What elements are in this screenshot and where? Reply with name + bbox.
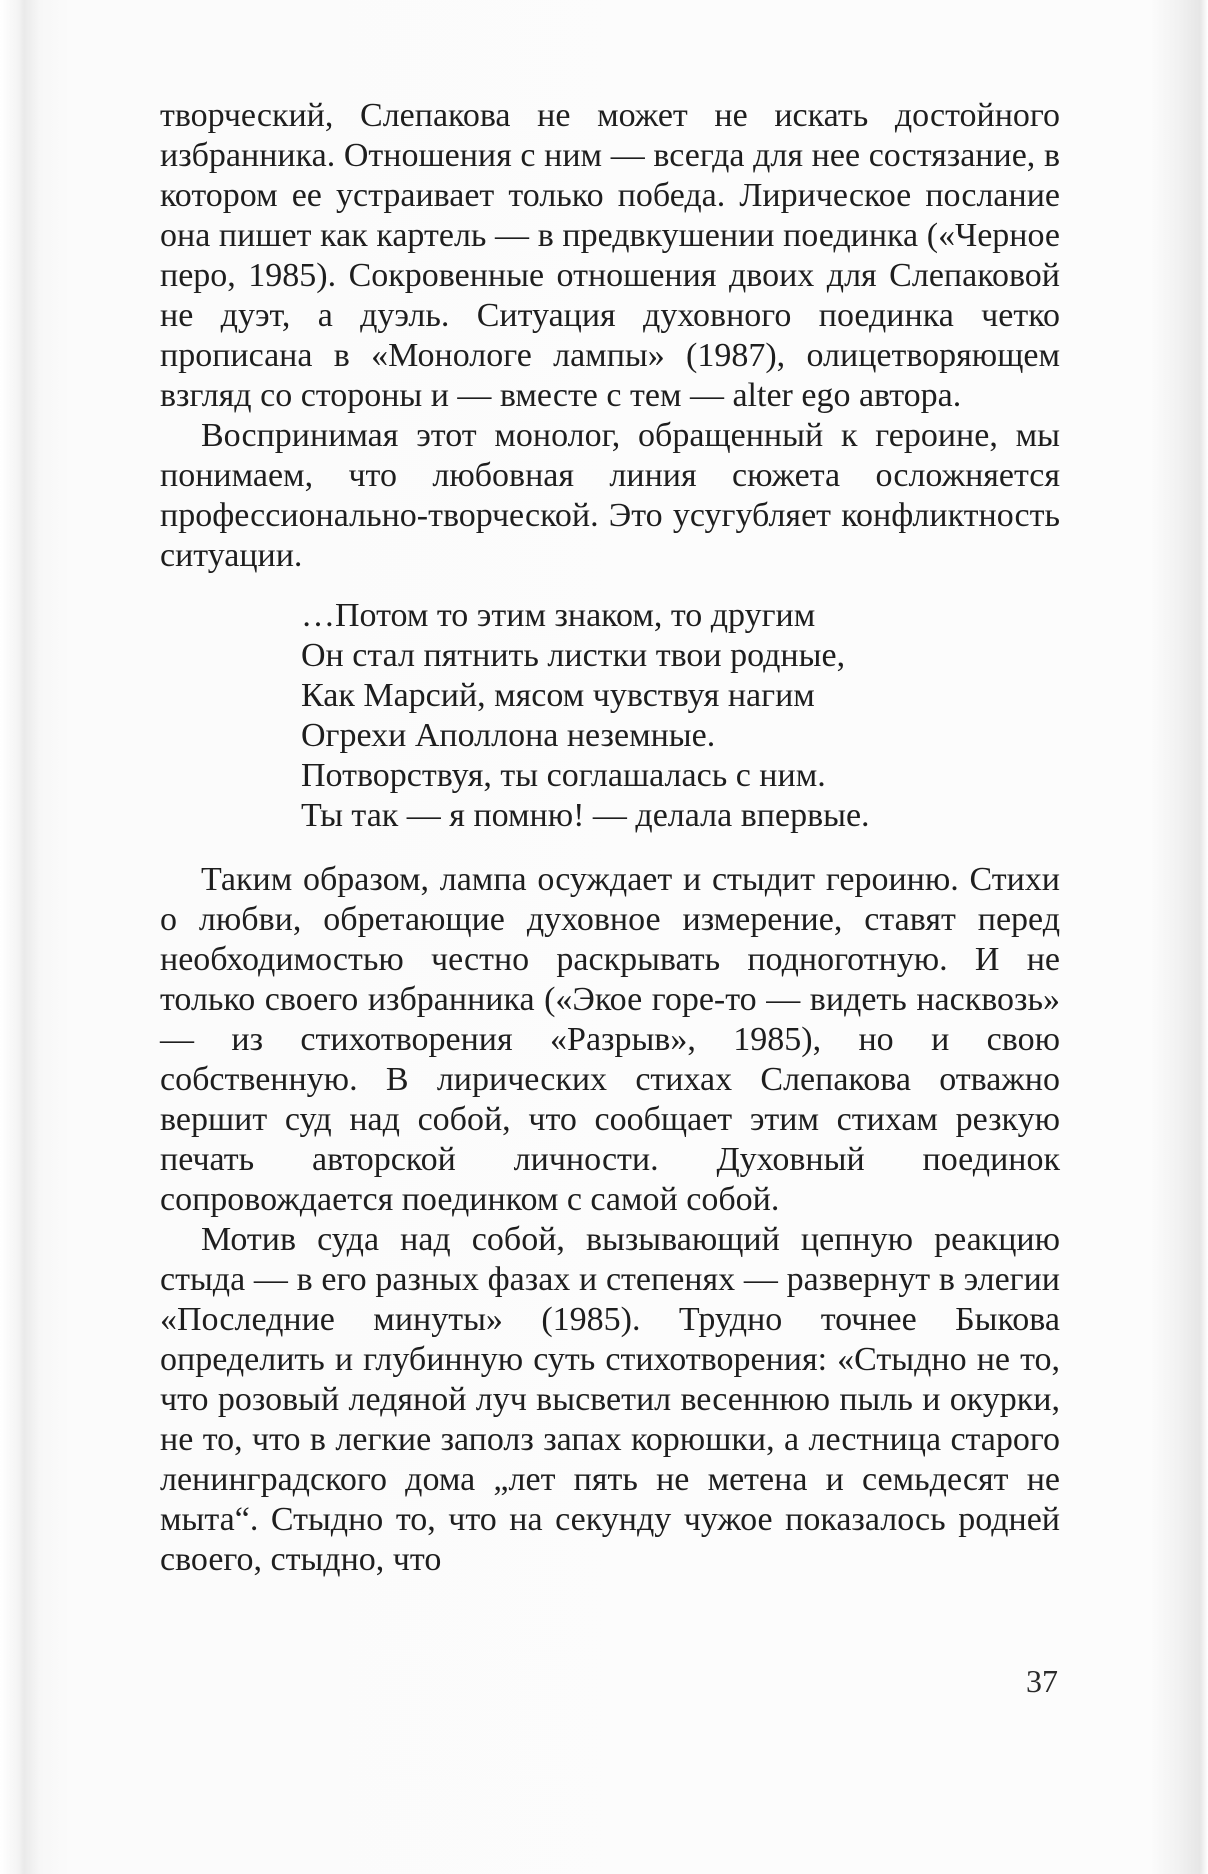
paragraph-1: творческий, Слепакова не может не искать достойного избранника. Отношения с ним — всегда для нее состязание, в котором ее устраивает только победа. Лирическое послание она пишет как картель — в предвкушении поединка («Черное перо, 1985). Сокровенные отношения двоих для Слепаковой не дуэт, а дуэль. Ситуация духовного поединка четко прописана в «Монологе лампы» (1987), олицетворяющем взгляд со стороны и — вместе с тем — alter ego автора.	[160, 97, 1060, 414]
poem-line-5: Потворствуя, ты соглашалась с ним.	[301, 757, 826, 794]
book-page	[160, 96, 1060, 1580]
poem-line-1: …Потом то этим знаком, то другим	[301, 597, 816, 634]
page-number: 37	[1026, 1663, 1058, 1699]
poem-line-6: Ты так — я помню! — делала впервые.	[301, 797, 870, 834]
poem-quote	[160, 596, 1060, 836]
poem-line-2: Он стал пятнить листки твои родные,	[301, 637, 846, 674]
paragraph-2: Воспринимая этот монолог, обращенный к героине, мы понимаем, что любовная линия сюжета осложняется профессионально-творческой. Это усугубляет конфликтность ситуации.	[160, 417, 1060, 574]
paragraph-4: Мотив суда над собой, вызывающий цепную реакцию стыда — в его разных фазах и степенях — развернут в элегии «Последние минуты» (1985). Трудно точнее Быкова определить и глубинную суть стихотворения: «Стыдно не то, что розовый ледяной луч высветил весеннюю пыль и окурки, не то, что в легкие заполз запах корюшки, а лестница старого ленинградского дома „лет пять не метена и семьдесят не мыта“. Стыдно то, что на секунду чужое показалось родней своего, стыдно, что	[160, 1221, 1060, 1578]
paragraph-3: Таким образом, лампа осуждает и стыдит героиню. Стихи о любви, обретающие духовное измерение, ставят перед необходимостью честно раскрывать подноготную. И не только своего избранника («Экое горе-то — видеть насквозь» — из стихотворения «Разрыв», 1985), но и свою собственную. В лирических стихах Слепакова отважно вершит суд над собой, что сообщает этим стихам резкую печать авторской личности. Духовный поединок сопровождается поединком с самой собой.	[160, 861, 1060, 1218]
poem-line-3: Как Марсий, мясом чувствуя нагим	[301, 677, 815, 714]
poem-line-4: Огрехи Аполлона неземные.	[301, 717, 716, 754]
